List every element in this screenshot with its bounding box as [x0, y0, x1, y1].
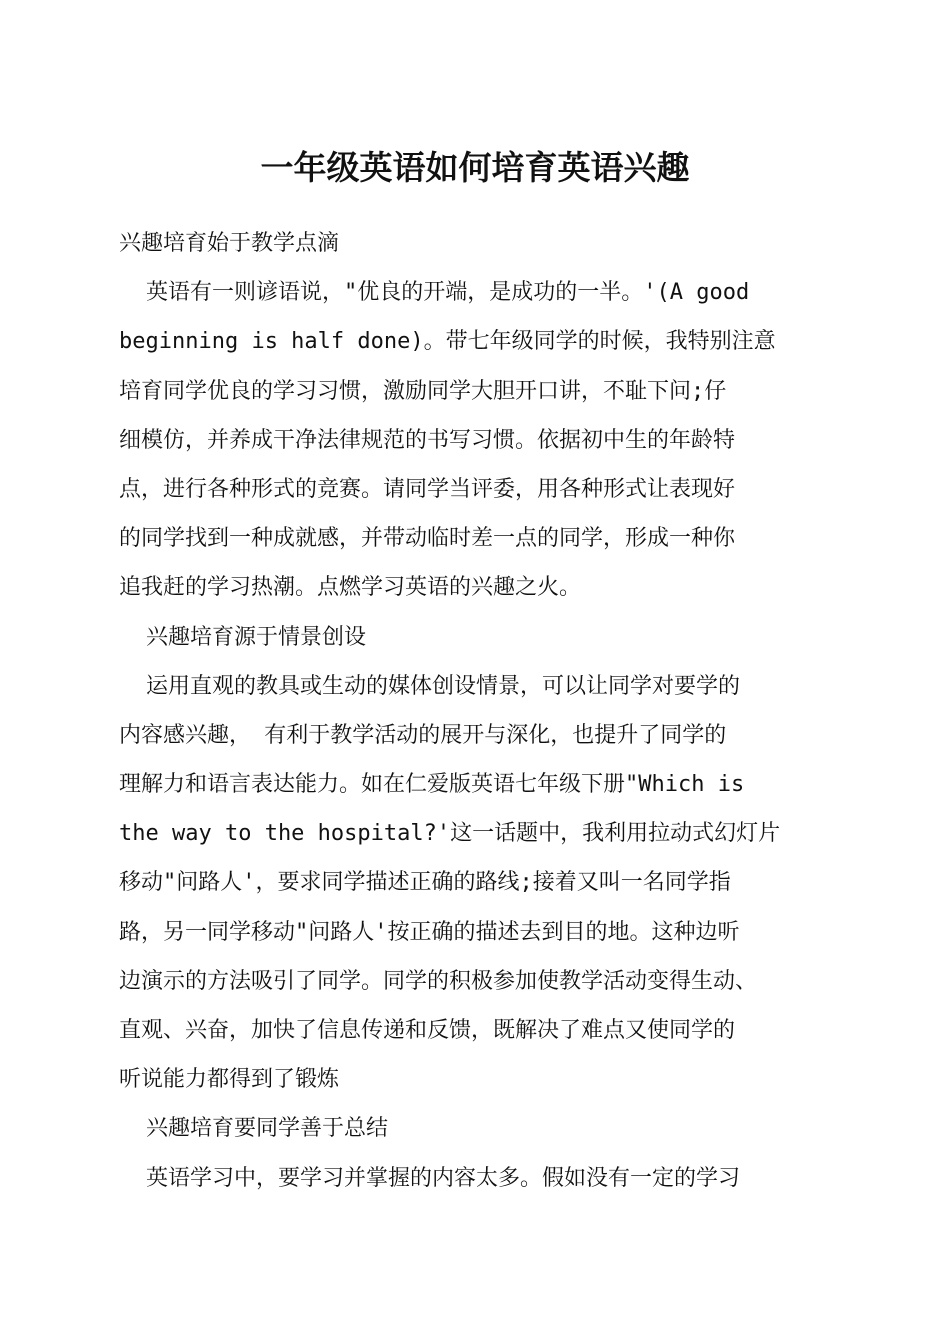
paragraph-line: 直观、兴奋，加快了信息传递和反馈，既解决了难点又使同学的 — [119, 1018, 736, 1043]
paragraph-line: beginning is half done)。带七年级同学的时候，我特别注意 — [119, 329, 776, 355]
document-title: 一年级英语如何培育英语兴趣 — [260, 148, 690, 187]
paragraph-line: 移动"问路人'，要求同学描述正确的路线;接着又叫一名同学指 — [119, 870, 731, 896]
section-heading-1: 兴趣培育始于教学点滴 — [119, 231, 340, 256]
paragraph-line: 边演示的方法吸引了同学。同学的积极参加使教学活动变得生动、 — [119, 968, 758, 994]
paragraph-line: 运用直观的教具或生动的媒体创设情景，可以让同学对要学的 — [146, 673, 741, 699]
paragraph-line: 理解力和语言表达能力。如在仁爱版英语七年级下册"Which is — [119, 772, 745, 798]
paragraph-line: 的同学找到一种成就感，并带动临时差一点的同学，形成一种你 — [119, 526, 736, 552]
paragraph-line: 英语学习中，要学习并掌握的内容太多。假如没有一定的学习 — [146, 1165, 741, 1191]
paragraph-line: 英语有一则谚语说，"优良的开端，是成功的一半。'(A good — [146, 280, 750, 306]
paragraph-line: 内容感兴趣， 有利于教学活动的展开与深化，也提升了同学的 — [119, 722, 727, 748]
paragraph-line: 细模仿，并养成干净法律规范的书写习惯。依据初中生的年龄特 — [119, 427, 736, 453]
paragraph-line: 追我赶的学习热潮。点燃学习英语的兴趣之火。 — [119, 575, 582, 601]
section-heading-2: 兴趣培育源于情景创设 — [146, 624, 367, 650]
paragraph-line: 培育同学优良的学习习惯，激励同学大胆开口讲，不耻下问;仔 — [119, 378, 727, 404]
section-heading-3: 兴趣培育要同学善于总结 — [146, 1116, 389, 1142]
paragraph-line: 点，进行各种形式的竞赛。请同学当评委，用各种形式让表现好 — [119, 476, 736, 502]
paragraph-line: 听说能力都得到了锻炼 — [119, 1067, 340, 1093]
paragraph-line: 路，另一同学移动"问路人'按正确的描述去到目的地。这种边听 — [119, 919, 740, 945]
paragraph-line: the way to the hospital?'这一话题中，我利用拉动式幻灯片 — [119, 821, 781, 847]
document-body — [119, 219, 835, 1203]
